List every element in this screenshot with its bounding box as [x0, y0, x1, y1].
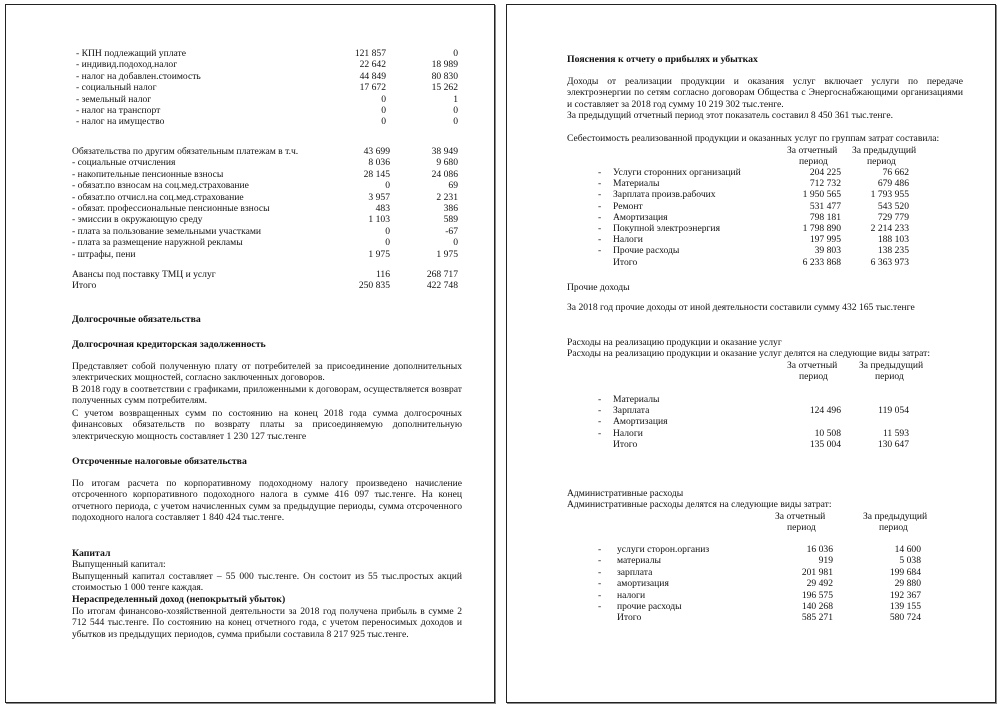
row-value-current: 712 732	[809, 178, 841, 190]
paragraph-credit-1: Представляет собой полученную плату от потребителей за присоединение дополнительных электрических мощностей, согласно заключенных договоров.	[72, 361, 462, 384]
row-value-previous: 130 647	[877, 438, 909, 450]
row-value-current: 116	[375, 269, 390, 280]
row-dash: -	[598, 200, 602, 212]
row-value-previous: 199 684	[889, 566, 921, 578]
row-label: - земельный налог	[76, 93, 152, 105]
row-value-previous: 138 235	[877, 245, 909, 257]
text-sales-expenses-heading: Расходы на реализацию продукции и оказание услуг	[567, 337, 782, 348]
left-page	[5, 4, 495, 703]
row-label: Обязательства по другим обязательным платежам в т.ч.	[72, 146, 299, 157]
row-value-current: 585 271	[801, 612, 833, 624]
table-row	[507, 245, 995, 257]
row-value-previous: 580 724	[889, 612, 921, 624]
row-label: Амортизация	[613, 211, 668, 223]
row-label: - индивид.подоход.налог	[76, 59, 178, 71]
row-label: - накопительные пенсионные взносы	[72, 168, 224, 180]
table-row	[6, 237, 494, 249]
row-value-current: 3 957	[368, 191, 390, 203]
col-previous-1: За предыдущий	[852, 145, 917, 156]
col-previous-3: За предыдущий	[863, 511, 928, 522]
row-label: Налоги	[613, 234, 643, 246]
text-other-income-heading: Прочие доходы	[567, 282, 630, 293]
heading-retained-earnings: Нераспределенный доход (непокрытый убыток)	[72, 594, 286, 605]
row-value-previous: 80 830	[431, 70, 458, 82]
row-label: Итого	[617, 612, 642, 624]
col-period-2b: период	[875, 371, 904, 382]
row-label: - обязат.по взносам на соц.мед.страхование	[72, 180, 249, 192]
heading-capital: Капитал	[72, 548, 111, 559]
row-dash: -	[598, 394, 602, 405]
row-value-current: 16 036	[806, 544, 833, 555]
row-value-previous: 38 949	[431, 146, 458, 157]
row-value-previous: 386	[443, 203, 458, 214]
row-value-previous: 29 880	[894, 578, 921, 590]
row-dash: -	[598, 223, 602, 234]
row-value-previous: 14 600	[894, 544, 921, 555]
row-label: Зарплата произв.рабочих	[613, 189, 716, 201]
table-row	[507, 601, 995, 613]
table-row	[6, 169, 494, 181]
row-dash: -	[598, 189, 602, 201]
row-value-previous: 1	[453, 93, 458, 105]
row-value-previous: 69	[448, 180, 458, 192]
text-admin-heading: Административные расходы	[567, 488, 684, 499]
heading-longterm-payables: Долгосрочная кредиторская задолженность	[72, 339, 266, 350]
col-period-1a: период	[799, 156, 828, 167]
row-value-current: 531 477	[809, 200, 841, 212]
heading-income-statement-notes: Пояснения к отчету о прибылях и убытках	[567, 54, 758, 65]
row-value-previous: 0	[453, 105, 458, 116]
col-previous-2: За предыдущий	[859, 360, 924, 371]
row-value-previous: 11 593	[882, 427, 909, 439]
row-label: - КПН подлежащий уплате	[76, 48, 186, 59]
row-label: - налог на добавлен.стоимость	[76, 70, 201, 82]
table-row	[6, 249, 494, 261]
paragraph-deferred-tax: По итогам расчета по корпоративному подоходному налогу произведено начисление отсроченного корпоративного подоходного налога в сумме 416 097 тыс.тенге. На конец отчетного периода, с учетом начисленных сумм за предыдущие периоды, сумма отсроченного подоходного налога составляет 1 840 424 тыс.тенге.	[72, 478, 462, 524]
row-value-current: 1 798 890	[802, 223, 841, 234]
table-row	[6, 180, 494, 192]
col-period-1b: период	[867, 156, 896, 167]
col-period-3b: период	[879, 522, 908, 533]
row-value-previous: 0	[453, 237, 458, 249]
table-row	[507, 178, 995, 190]
row-label: налоги	[617, 589, 646, 601]
row-label: амортизация	[617, 578, 669, 590]
row-dash: -	[598, 544, 602, 555]
row-label: зарплата	[617, 566, 653, 578]
row-dash: -	[598, 578, 602, 590]
row-dash: -	[598, 211, 602, 223]
row-dash: -	[598, 416, 602, 428]
row-label: материалы	[617, 555, 661, 567]
table-row	[6, 203, 494, 215]
table-row	[507, 439, 995, 451]
row-dash: -	[598, 167, 602, 178]
row-value-current: 0	[385, 225, 390, 237]
row-value-previous: 268 717	[426, 269, 458, 280]
table-row	[507, 590, 995, 602]
row-label: Авансы под поставку ТМЦ и услуг	[72, 269, 216, 280]
row-value-previous: 0	[453, 116, 458, 128]
col-current-1: За отчетный	[787, 145, 838, 156]
table-row	[507, 394, 995, 406]
row-label: Итого	[613, 256, 638, 268]
row-label: Материалы	[613, 394, 660, 405]
row-value-previous: 188 103	[877, 234, 909, 246]
paragraph-credit-3: С учетом возвращенных сумм по состоянию на конец 2018 года сумма долгосрочных финансовых обязательств по возврату платы за присоединяемую дополнительную электрическую мощность составляет 1 230 127 тыс.тенге	[72, 408, 462, 442]
row-value-current: 140 268	[801, 601, 833, 612]
col-current-2: За отчетный	[787, 360, 838, 371]
row-label: Амортизация	[613, 416, 668, 428]
row-dash: -	[598, 427, 602, 439]
row-value-current: 1 975	[368, 248, 390, 260]
row-dash: -	[598, 245, 602, 257]
row-label: прочие расходы	[617, 601, 682, 612]
row-dash: -	[598, 555, 602, 567]
row-dash: -	[598, 178, 602, 190]
row-value-current: 798 181	[809, 211, 841, 223]
row-value-previous: 2 231	[436, 191, 458, 203]
text-admin-sub: Административные расходы делятся на следующие виды затрат:	[567, 499, 832, 510]
row-value-current: 483	[375, 203, 390, 214]
col-period-3a: период	[787, 522, 816, 533]
row-dash: -	[598, 234, 602, 246]
table-row	[507, 567, 995, 579]
row-value-current: 121 857	[354, 48, 386, 59]
col-current-3: За отчетный	[775, 511, 826, 522]
table-row	[6, 71, 494, 83]
row-dash: -	[598, 601, 602, 612]
heading-longterm-liabilities: Долгосрочные обязательства	[72, 314, 201, 325]
row-value-previous: 422 748	[426, 280, 458, 292]
table-row	[6, 269, 494, 281]
table-row	[507, 578, 995, 590]
row-label: Покупной электроэнергия	[613, 223, 720, 234]
paragraph-credit-2: В 2018 году в соответствии с графиками, приложенными к договорам, осуществляется возврат полученных сумм потребителям.	[72, 384, 462, 407]
table-row	[507, 189, 995, 201]
table-row	[507, 544, 995, 556]
row-value-current: 197 995	[809, 234, 841, 246]
table-row	[6, 116, 494, 128]
text-issued-capital: Выпущенный капитал:	[72, 559, 166, 570]
row-label: Услуги сторонних организаций	[613, 167, 741, 178]
row-value-previous: 15 262	[431, 82, 458, 94]
row-label: Прочие расходы	[613, 245, 680, 257]
table-row	[6, 59, 494, 71]
row-value-current: 0	[381, 116, 386, 128]
row-label: услуги сторон.организ	[617, 544, 710, 555]
text-previous-period: За предыдущий отчетный период этот показатель составил 8 450 361 тыс.тенге.	[567, 110, 894, 121]
table-row	[507, 555, 995, 567]
row-label: Итого	[613, 438, 638, 450]
row-value-current: 201 981	[801, 566, 833, 578]
row-value-current: 0	[385, 180, 390, 192]
row-value-current: 6 233 868	[802, 256, 841, 268]
row-value-current: 22 642	[359, 59, 386, 71]
table-row	[507, 201, 995, 213]
row-value-current: 29 492	[806, 578, 833, 590]
row-value-previous: 0	[453, 48, 458, 59]
row-value-current: 135 004	[809, 438, 841, 450]
col-period-2a: период	[799, 371, 828, 382]
row-label: Налоги	[613, 427, 643, 439]
row-label: Зарплата	[613, 405, 650, 417]
row-label: - социальные отчисления	[72, 157, 176, 169]
row-value-previous: 589	[443, 214, 458, 226]
paragraph-issued-capital: Выпущенный капитал составляет – 55 000 тыс.тенге. Он состоит из 55 тыс.простых акций стоимостью 1 000 тенге каждая.	[72, 571, 462, 594]
row-value-current: 124 496	[809, 405, 841, 417]
row-label: - плата за пользование земельными участками	[72, 225, 262, 237]
table-row	[6, 94, 494, 106]
row-value-current: 1 950 565	[802, 189, 841, 201]
row-label: - обязат. профессиональные пенсионные взносы	[72, 203, 270, 214]
table-row	[6, 105, 494, 117]
table-row	[6, 48, 494, 60]
row-value-current: 1 103	[368, 214, 390, 226]
row-value-previous: 9 680	[436, 157, 458, 169]
row-label: Материалы	[613, 178, 660, 190]
row-label: - плата за размещение наружной рекламы	[72, 237, 243, 249]
row-value-previous: 2 214 233	[870, 223, 909, 234]
row-value-current: 0	[381, 93, 386, 105]
row-value-previous: -67	[445, 225, 458, 237]
table-row	[6, 214, 494, 226]
row-value-previous: 679 486	[877, 178, 909, 190]
row-value-current: 28 145	[363, 168, 390, 180]
table-row	[507, 257, 995, 269]
row-value-current: 919	[818, 555, 833, 567]
row-value-previous: 5 038	[899, 555, 921, 567]
row-value-current: 250 835	[358, 280, 390, 292]
table-row	[6, 82, 494, 94]
row-value-current: 10 508	[814, 427, 841, 439]
table-row	[507, 212, 995, 224]
row-label: - социальный налог	[76, 82, 157, 94]
row-value-previous: 76 662	[882, 167, 909, 178]
row-label: - налог на имущество	[76, 116, 165, 128]
table-row	[507, 234, 995, 246]
row-value-current: 43 699	[363, 146, 390, 157]
row-label: - налог на транспорт	[76, 105, 161, 116]
table-row	[507, 428, 995, 440]
table-row	[6, 280, 494, 292]
row-value-current: 196 575	[801, 589, 833, 601]
row-value-current: 17 672	[359, 82, 386, 94]
row-label: - обязат.по отчисл.на соц.мед.страхование	[72, 191, 244, 203]
row-value-previous: 1 793 955	[870, 189, 909, 201]
paragraph-income: Доходы от реализации продукции и оказания услуг включает услуги по передаче электроэнергии по сетям согласно договорам Общества с Энергоснабжающими организациями и составляет за 2018 год сумму 10 219 302 тыс.тенге.	[567, 76, 963, 110]
row-value-previous: 18 989	[431, 59, 458, 71]
text-cost-heading: Себестоимость реализованной продукции и оказанных услуг по группам затрат составила:	[567, 133, 940, 144]
table-row	[6, 146, 494, 158]
table-row	[507, 612, 995, 624]
table-row	[507, 167, 995, 179]
row-value-current: 8 036	[368, 157, 390, 169]
row-value-previous: 119 054	[878, 405, 909, 417]
row-value-previous: 1 975	[436, 248, 458, 260]
row-dash: -	[598, 405, 602, 417]
row-value-previous: 543 520	[877, 200, 909, 212]
table-row	[6, 226, 494, 238]
row-value-current: 0	[381, 105, 386, 116]
row-value-previous: 139 155	[889, 601, 921, 612]
row-value-current: 204 225	[809, 167, 841, 178]
row-value-previous: 24 086	[431, 168, 458, 180]
table-row	[6, 157, 494, 169]
row-value-current: 39 803	[814, 245, 841, 257]
right-page	[506, 4, 996, 703]
table-row	[507, 223, 995, 235]
table-row	[6, 192, 494, 204]
table-row	[507, 405, 995, 417]
row-label: - штрафы, пени	[72, 248, 136, 260]
row-label: - эмиссии в окружающую среду	[72, 214, 203, 226]
row-value-current: 0	[385, 237, 390, 249]
row-value-current: 44 849	[359, 70, 386, 82]
text-other-income: За 2018 год прочие доходы от иной деятельности составили сумму 432 165 тыс.тенге	[567, 302, 915, 313]
row-value-previous: 6 363 973	[870, 256, 909, 268]
row-dash: -	[598, 589, 602, 601]
row-value-previous: 729 779	[877, 211, 909, 223]
row-label: Итого	[72, 280, 97, 292]
paragraph-retained-earnings: По итогам финансово-хозяйственной деятельности за 2018 год получена прибыль в сумме 2 712 544 тыс.тенге. По состоянию на конец отчетного года, с учетом переносимых доходов и убытков из предыдущих периодов, сумма прибыли составила 8 217 925 тыс.тенге.	[72, 606, 462, 640]
row-value-previous: 192 367	[889, 589, 921, 601]
table-row	[507, 416, 995, 428]
heading-deferred-tax: Отсроченные налоговые обязательства	[72, 456, 247, 467]
row-label: Ремонт	[613, 200, 643, 212]
row-dash: -	[598, 566, 602, 578]
text-sales-expenses-sub: Расходы на реализацию продукции и оказание услуг делятся на следующие виды затрат:	[567, 348, 931, 359]
